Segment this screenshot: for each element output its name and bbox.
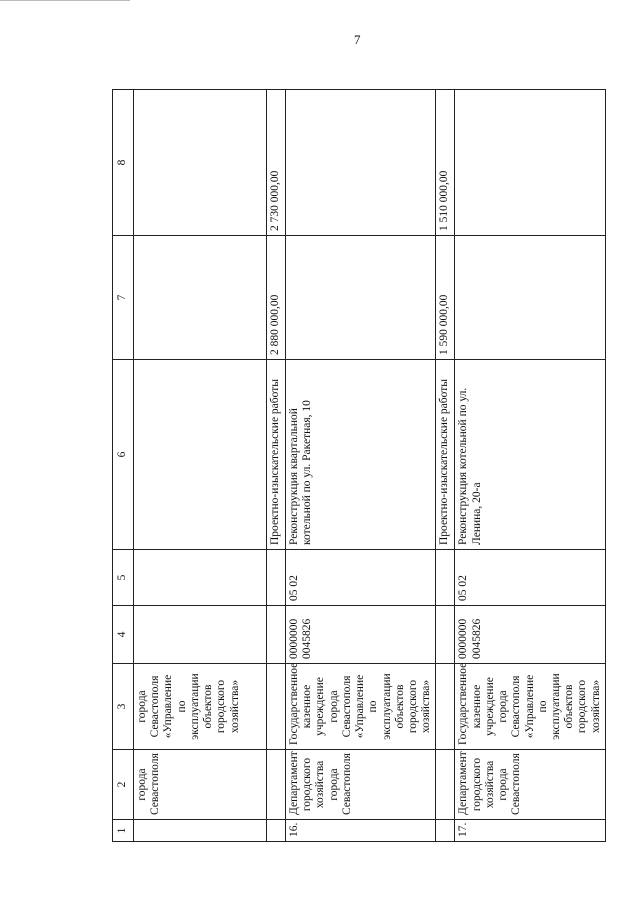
header-col-5: 5 [113,550,134,606]
object-name: Реконструкция котельной по ул. Ленина, 20-а [455,360,605,550]
header-col-3: 3 [113,664,134,750]
cell-empty [134,820,267,842]
cell-empty [436,606,455,664]
continuation-row [134,90,267,842]
work-type: Проектно-изыскательские работы [267,360,286,550]
header-col-7: 7 [113,236,134,360]
cell-empty [455,236,605,360]
object-name: Реконструкция квартальной котельной по ул. Ракетная, 10 [286,360,436,550]
work-type: Проектно-изыскательские работы [436,360,455,550]
cell-empty [134,360,267,550]
section-code: 05 02 [455,550,605,606]
code: 0000000 0045826 [455,606,605,664]
code: 0000000 0045826 [286,606,436,664]
header-col-4: 4 [113,606,134,664]
cell-empty [436,550,455,606]
amount-col-8: 1 510 000,00 [436,90,455,236]
cell-empty [455,90,605,236]
table-row [286,90,436,842]
header-col-1: 1 [113,820,134,842]
cell-empty [436,820,455,842]
department: Департамент городского хозяйства города Севастополя [286,750,436,820]
cell-empty [134,236,267,360]
cell-empty [267,820,286,842]
header-col-6: 6 [113,360,134,550]
table-row [455,90,605,842]
budget-table [112,89,606,842]
amount-col-8: 2 730 000,00 [267,90,286,236]
cell-empty [286,236,436,360]
cell-empty [267,750,286,820]
row-number: 17. [455,820,605,842]
cell-empty [267,606,286,664]
cell-empty [286,90,436,236]
header-col-2: 2 [113,750,134,820]
table-row [436,90,455,842]
cell-empty [436,750,455,820]
table-row [267,90,286,842]
header-row [113,90,134,842]
department-continuation: города Севастополя [134,750,267,820]
cell-empty [134,90,267,236]
section-code: 05 02 [286,550,436,606]
header-col-8: 8 [113,90,134,236]
department: Департамент городского хозяйства города Севастополя [455,750,605,820]
scan-edge-line [0,0,130,1]
page-number: 7 [354,32,361,47]
institution-continuation: города Севастополя «Управление по эксплуатации объектов городского хозяйства» [134,664,267,750]
cell-empty [267,550,286,606]
budget-table-container [112,90,602,842]
cell-empty [436,664,455,750]
row-number: 16. [286,820,436,842]
institution: Государственное казенное учреждение города Севастополя «Управление по эксплуатации объектов городского хозяйства» [455,664,605,750]
cell-empty [267,664,286,750]
institution: Государственное казенное учреждение города Севастополя «Управление по эксплуатации объектов городского хозяйства» [286,664,436,750]
amount-col-7: 1 590 000,00 [436,236,455,360]
rotated-table-frame [112,90,602,842]
cell-empty [134,550,267,606]
cell-empty [134,606,267,664]
amount-col-7: 2 880 000,00 [267,236,286,360]
